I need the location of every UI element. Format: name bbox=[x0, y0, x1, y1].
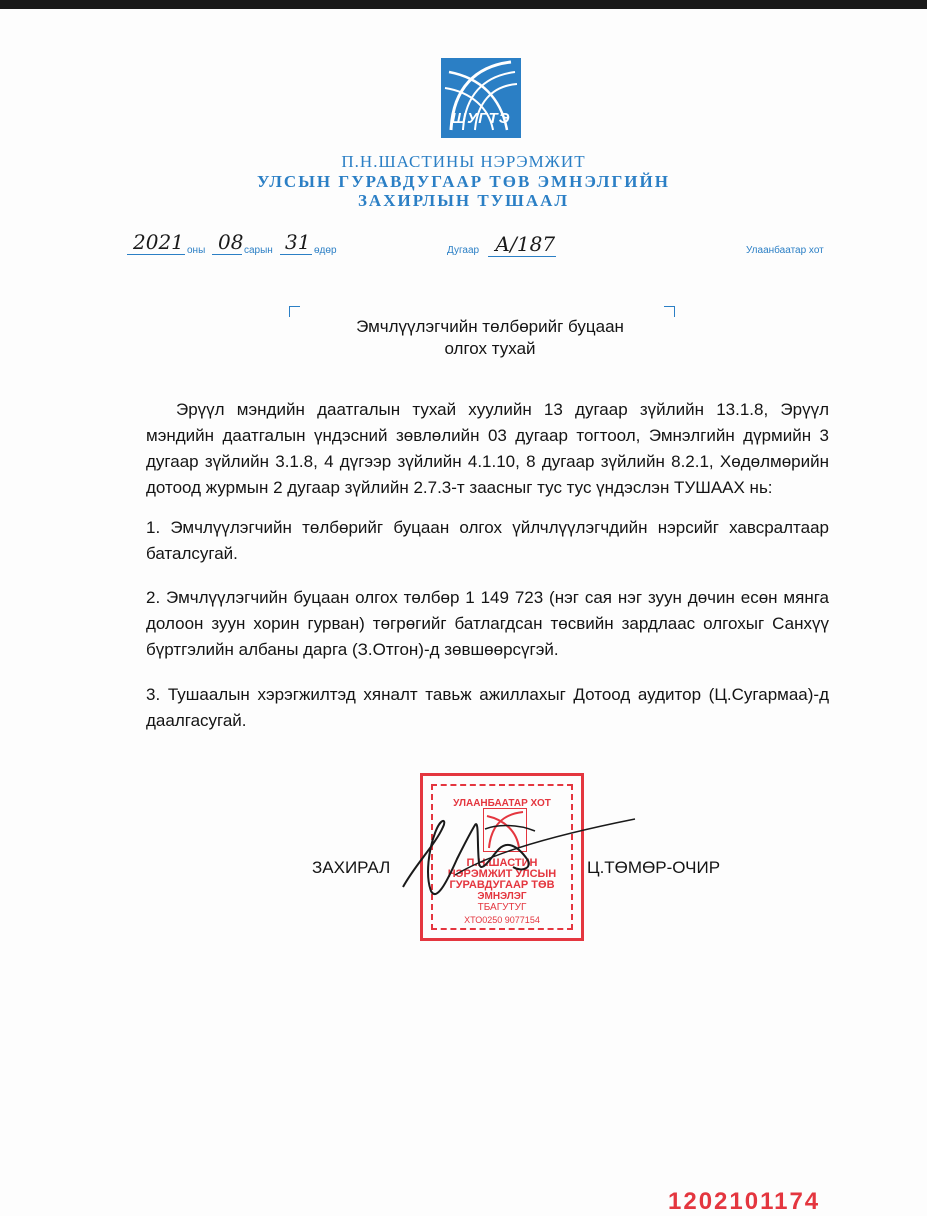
year-label: оны bbox=[187, 245, 206, 256]
date-year: 2021 bbox=[133, 230, 184, 254]
header-line-3: ЗАХИРЛЫН ТУШААЛ bbox=[357, 191, 570, 210]
signer-position: ЗАХИРАЛ bbox=[312, 858, 391, 877]
number-label: Дугаар bbox=[447, 245, 480, 256]
day-label: өдөр bbox=[314, 245, 337, 256]
order-number: А/187 bbox=[495, 232, 556, 256]
header-line-1: П.Н.ШАСТИНЫ НЭРЭМЖИТ bbox=[341, 152, 586, 171]
logo-text: ШУГТЭ bbox=[451, 110, 511, 127]
date-month: 08 bbox=[218, 230, 244, 254]
document-serial-number: 1202101174 bbox=[668, 1188, 821, 1215]
stamp-line-5: ТБАГУТУГ bbox=[477, 902, 527, 913]
title-line-1: Эмчлүүлэгчийн төлбөрийг буцаан bbox=[356, 317, 624, 336]
stamp-line-4: ЭМНЭЛЭГ bbox=[477, 891, 527, 902]
date-day: 31 bbox=[285, 230, 311, 254]
scan-top-border bbox=[0, 0, 927, 9]
stamp-line-3: ГУРАВДУГААР ТӨВ bbox=[449, 879, 555, 891]
stamp-top-text: УЛААНБААТАР ХОТ bbox=[453, 798, 551, 809]
order-item-3: 3. Тушаалын хэрэгжилтэд хяналт тавьж ажиллахыг Дотоод аудитор (Ц.Сугармаа)-д даалгасугай. bbox=[146, 685, 829, 730]
city-label: Улаанбаатар хот bbox=[746, 245, 824, 256]
stamp-line-2: НЭРЭМЖИТ УЛСЫН bbox=[447, 868, 557, 880]
order-item-2: 2. Эмчлүүлэгчийн буцаан олгох төлбөр 1 149 723 (нэг сая нэг зуун дөчин есөн мянга долоон зуун хорин гурван) төгрөгийг батлагдсан төсвийн зардлаас олгохыг Санхүү бүртгэлийн албаны дарга (З.Отгон)-д зөвшөөрсүгэй. bbox=[146, 588, 829, 659]
intro-paragraph: Эрүүл мэндийн даатгалын тухай хуулийн 13 дугаар зүйлийн 13.1.8, Эрүүл мэндийн даатгалын үндэсний зөвлөлийн 03 дугаар тогтоол, Эмнэлгийн дүрмийн 3 дугаар зүйлийн 3.1.8, 4 дүгээр зүйлийн 4.1.10, 8 дугаар зүйлийн 8.2.1, Хөдөлмөрийн дотоод журмын 2 дугаар зүйлийн 2.7.3-т заасныг тус тус үндэслэн ТУШААХ нь: bbox=[146, 400, 829, 497]
title-line-2: олгох тухай bbox=[444, 339, 536, 358]
stamp-line-6: ХТО0250 9077154 bbox=[464, 915, 540, 925]
order-item-1: 1. Эмчлүүлэгчийн төлбөрийг буцаан олгох үйлчлүүлэгчдийн нэрсийг хавсралтаар баталсугай. bbox=[146, 518, 829, 563]
stamp-line-1: П.Н.ШАСТИН bbox=[466, 857, 538, 869]
header-line-2: УЛСЫН ГУРАВДУГААР ТӨВ ЭМНЭЛГИЙН bbox=[257, 172, 670, 191]
month-label: сарын bbox=[244, 245, 273, 256]
signer-name: Ц.ТӨМӨР-ОЧИР bbox=[587, 858, 721, 877]
